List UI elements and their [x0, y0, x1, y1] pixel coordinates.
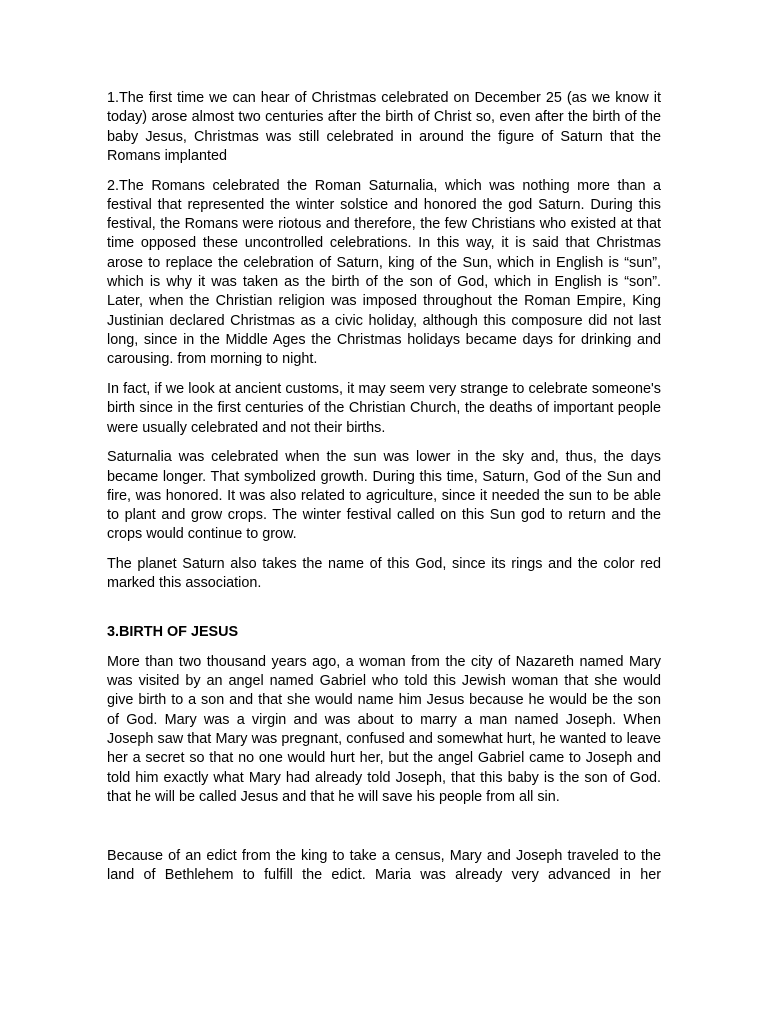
document-page: [107, 89, 661, 896]
paragraph-1: 1.The first time we can hear of Christmas celebrated on December 25 (as we know it today) arose almost two centuries after the birth of Christ so, even after the birth of the baby Jesus, Christmas was still celebrated in around the figure of Saturn that the Romans implanted: [107, 90, 661, 164]
paragraph-5: The planet Saturn also takes the name of this God, since its rings and the color red marked this association.: [107, 556, 661, 592]
section-heading: 3.BIRTH OF JESUS: [107, 624, 239, 641]
paragraph-6: More than two thousand years ago, a woman from the city of Nazareth named Mary was visited by an angel named Gabriel who told this Jewish woman that she would give birth to a son and that she would name him Jesus because he would be the son of God. Mary was a virgin and was about to marry a man named Joseph. When Joseph saw that Mary was pregnant, confused and somewhat hurt, he wanted to leave her a secret so that no one would hurt her, but the angel Gabriel came to Joseph and told him exactly what Mary had already told Joseph, that this baby is the son of God. that he will be called Jesus and that he will save his people from all sin.: [107, 653, 661, 805]
paragraph-7: Because of an edict from the king to take a census, Mary and Joseph traveled to the land of Bethlehem to fulfill the edict. Maria was already very advanced in her: [107, 847, 661, 883]
paragraph-3: In fact, if we look at ancient customs, it may seem very strange to celebrate someone's birth since in the first centuries of the Christian Church, the deaths of important people were usually celebrated and not their births.: [107, 380, 661, 436]
blank-line: [107, 818, 661, 847]
paragraph-4: Saturnalia was celebrated when the sun was lower in the sky and, thus, the days became longer. That symbolized growth. During this time, Saturn, God of the Sun and fire, was honored. It was also related to agriculture, since it needed the sun to be able to plant and grow crops. The winter festival called on this Sun god to return and the crops would continue to grow.: [107, 449, 661, 543]
blank-line: [107, 604, 661, 623]
paragraph-2: 2.The Romans celebrated the Roman Saturnalia, which was nothing more than a festival that represented the winter solstice and honored the god Saturn. During this festival, the Romans were riotous and therefore, the few Christians who existed at that time opposed these uncontrolled celebrations. In this way, it is said that Christmas arose to replace the celebration of Saturn, king of the Sun, which in English is “sun”, which is why it was taken as the birth of the son of God, which in English is “son”. Later, when the Christian religion was imposed throughout the Roman Empire, King Justinian declared Christmas as a civic holiday, although this composure did not last long, since in the Middle Ages the Christmas holidays became days for drinking and carousing. from morning to night.: [107, 177, 661, 368]
